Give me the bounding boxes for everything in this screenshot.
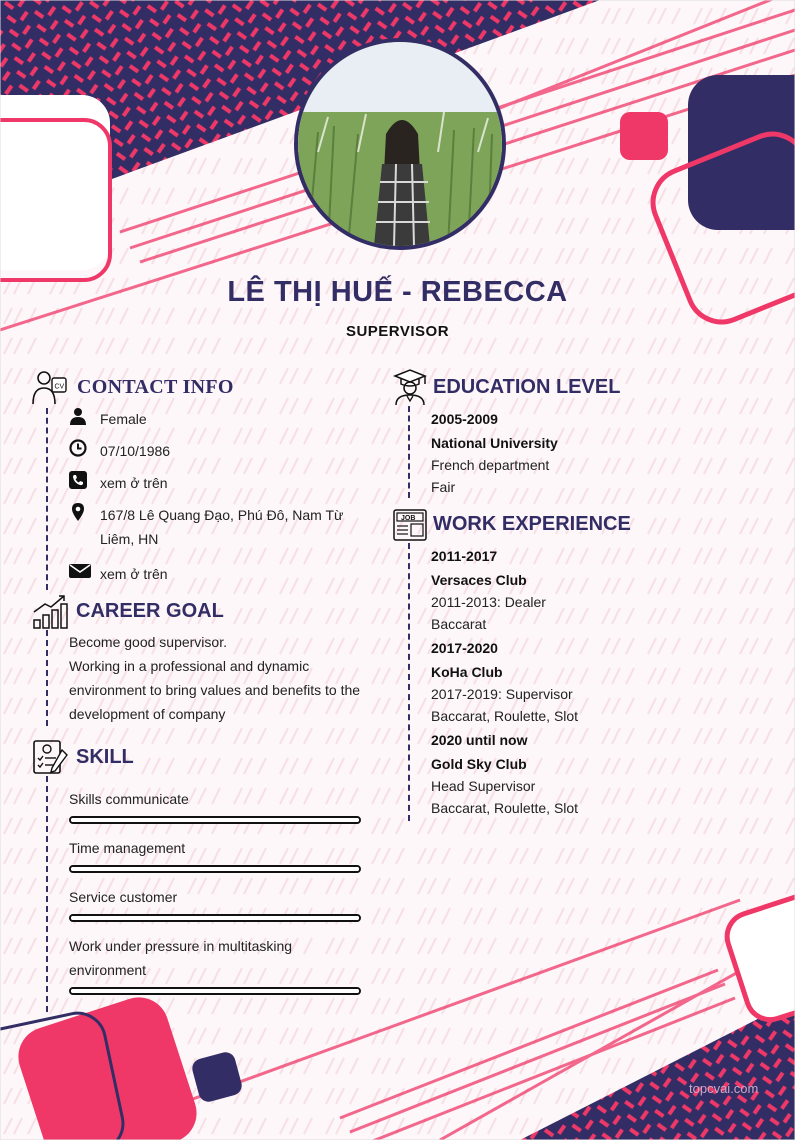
work-divider [408, 543, 410, 821]
skill-label-2: Time management [69, 840, 186, 856]
contact-address: 167/8 Lê Quang Đạo, Phú Đô, Nam Từ Liêm, HN [100, 507, 344, 547]
skill-bar-2 [69, 865, 361, 873]
contact-divider [46, 408, 48, 590]
career-divider [46, 630, 48, 726]
job-2-details: Baccarat, Roulette, Slot [431, 708, 579, 724]
skill-bar-1 [69, 816, 361, 824]
education-title: EDUCATION LEVEL [433, 376, 621, 398]
job-3-company: Gold Sky Club [431, 756, 527, 772]
avatar-photo [294, 38, 506, 250]
education-divider [408, 406, 410, 498]
skill-bar-4 [69, 987, 361, 995]
phone-icon [69, 471, 87, 489]
skill-label-3: Service customer [69, 889, 178, 905]
skill-bar-fill [71, 916, 359, 920]
skill-bar-3 [69, 914, 361, 922]
career-goal-text [69, 630, 369, 726]
skill-divider [46, 776, 48, 1012]
job-2-position: 2017-2019: Supervisor [431, 686, 573, 702]
full-name: LÊ THỊ HUẾ - REBECCA [227, 276, 568, 308]
skill-title: SKILL [76, 746, 134, 768]
person-icon [69, 407, 87, 425]
job-1-position: 2011-2013: Dealer [431, 594, 546, 610]
skill-bar-fill [71, 867, 359, 871]
education-school: National University [431, 435, 558, 451]
skill-label-1: Skills communicate [69, 791, 189, 807]
career-goal-line2: Working in a professional and dynamic environment to bring values and benefits to the development of company [69, 658, 361, 722]
skill-bar-fill [71, 989, 359, 993]
skill-label-4: Work under pressure in multitasking environment [69, 938, 293, 978]
growth-chart-icon [31, 592, 69, 630]
education-grade: Fair [431, 479, 456, 495]
location-icon [69, 503, 87, 521]
education-period: 2005-2009 [431, 411, 498, 427]
contact-info-title: CONTACT INFO [77, 376, 234, 398]
skill-bar-fill [71, 818, 359, 822]
contact-birthday: 07/10/1986 [100, 443, 171, 459]
svg-text:JOB: JOB [401, 515, 416, 522]
job-newspaper-icon [392, 506, 430, 544]
job-3-position: Head Supervisor [431, 778, 536, 794]
job-3-details: Baccarat, Roulette, Slot [431, 800, 579, 816]
email-icon [69, 562, 91, 580]
job-1-details: Baccarat [431, 616, 487, 632]
education-department: French department [431, 457, 550, 473]
job-role: SUPERVISOR [345, 323, 450, 340]
checklist-icon [31, 738, 69, 776]
career-goal-line1: Become good supervisor. [69, 634, 227, 650]
graduate-icon [391, 368, 429, 406]
job-1-company: Versaces Club [431, 572, 527, 588]
job-2-company: KoHa Club [431, 664, 503, 680]
cv-person-icon [30, 368, 68, 406]
contact-phone: xem ở trên [100, 475, 168, 491]
contact-gender: Female [100, 411, 147, 427]
work-experience-title: WORK EXPERIENCE [433, 513, 631, 535]
watermark: topcvai.com [689, 1081, 759, 1096]
job-2-period: 2017-2020 [431, 640, 498, 656]
contact-email: xem ở trên [100, 566, 168, 582]
clock-icon [69, 439, 87, 457]
job-1-period: 2011-2017 [431, 548, 498, 564]
photo-image [298, 42, 502, 246]
svg-text:CV: CV [54, 383, 65, 391]
career-goal-title: CAREER GOAL [76, 600, 224, 622]
job-3-period: 2020 until now [431, 732, 528, 748]
